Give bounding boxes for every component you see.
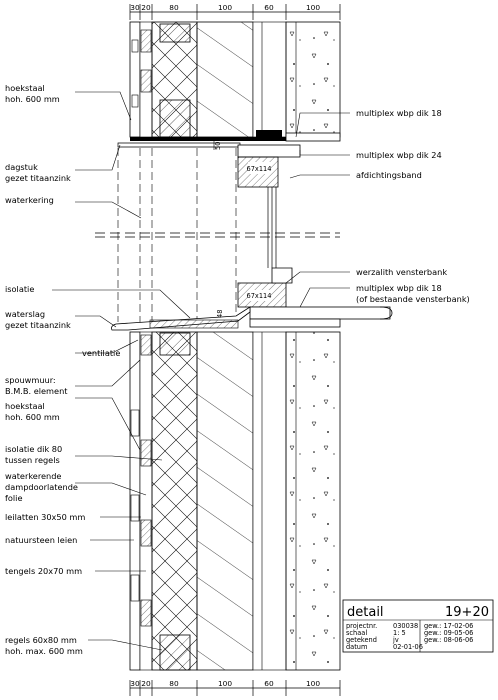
- label-dagstuk-2: gezet titaanzink: [5, 173, 71, 183]
- dim-bottom-5: 60: [264, 679, 274, 688]
- dashed-outline-upper: [118, 148, 236, 322]
- dim-bottom-3: 80: [169, 679, 179, 688]
- label-isolatie-dik-2: tussen regels: [5, 455, 60, 465]
- labels-right: [356, 108, 470, 304]
- label-dagstuk-1: dagstuk: [5, 162, 38, 172]
- label-hoekstaal-low-2: hoh. 600 mm: [5, 412, 60, 422]
- label-waterkering: waterkering: [5, 195, 54, 205]
- label-waterkerende-2: dampdoorlatende: [5, 482, 78, 492]
- label-multiplex18-low-2: (of bestaande vensterbank): [356, 294, 470, 304]
- dim-height-48: 48: [216, 309, 224, 318]
- label-hoekstaal-top-1: hoekstaal: [5, 83, 45, 93]
- timber-size-lower: 67x114: [246, 292, 272, 300]
- wall-section-upper: [118, 22, 340, 187]
- wall-section-lower: [130, 332, 340, 670]
- title-block: [343, 600, 493, 652]
- title-row-rev-2: gew.: 08-06-06: [424, 636, 474, 644]
- title-row-value-2: jv: [393, 636, 399, 644]
- label-natuursteen: natuursteen leien: [5, 535, 78, 545]
- title-row-value-0: 030038: [393, 622, 419, 630]
- dim-top-6: 100: [305, 3, 321, 12]
- dim-top-1: 30: [130, 3, 140, 12]
- labels-left: [5, 83, 120, 656]
- label-multiplex18-low-1: multiplex wbp dik 18: [356, 283, 442, 293]
- title-block-number: 19+20: [445, 605, 489, 620]
- label-regels-2: hoh. max. 600 mm: [5, 646, 83, 656]
- title-row-label-3: datum: [346, 643, 368, 651]
- label-hoekstaal-top-2: hoh. 600 mm: [5, 94, 60, 104]
- label-werzalith: werzalith vensterbank: [356, 267, 448, 277]
- dim-bottom-4: 100: [217, 679, 233, 688]
- label-spouwmuur-2: B.M.B. element: [5, 386, 68, 396]
- label-multiplex24: multiplex wbp dik 24: [356, 150, 442, 160]
- title-row-label-1: schaal: [346, 629, 368, 637]
- title-row-rev-0: gew.: 17-02-06: [424, 622, 474, 630]
- title-row-rev-1: gew.: 09-05-06: [424, 629, 474, 637]
- title-row-label-2: getekend: [346, 636, 377, 644]
- label-waterkerende-1: waterkerende: [5, 471, 62, 481]
- label-leilatten: leilatten 30x50 mm: [5, 512, 86, 522]
- title-row-value-1: 1: 5: [393, 629, 406, 637]
- dim-top-5: 60: [264, 3, 274, 12]
- glazing: [268, 187, 276, 268]
- timber-size-upper: 67x114: [246, 165, 272, 173]
- label-waterkerende-3: folie: [5, 493, 23, 503]
- title-block-title: detail: [347, 605, 384, 620]
- dim-height-50: 50: [214, 141, 222, 150]
- bottom-dimension-values: [130, 679, 320, 688]
- label-hoekstaal-low-1: hoekstaal: [5, 401, 45, 411]
- dim-top-3: 80: [169, 3, 179, 12]
- top-dimension-values: [130, 3, 320, 12]
- window-sill: [112, 268, 393, 330]
- dim-bottom-2: 20: [141, 679, 151, 688]
- break-lines: [95, 233, 340, 237]
- label-isolatie: isolatie: [5, 284, 35, 294]
- dim-top-4: 100: [217, 3, 233, 12]
- label-afdichtingsband: afdichtingsband: [356, 170, 422, 180]
- label-waterslag-2: gezet titaanzink: [5, 320, 71, 330]
- title-row-label-0: projectnr.: [346, 622, 378, 630]
- dim-top-2: 20: [141, 3, 151, 12]
- label-multiplex18-top: multiplex wbp dik 18: [356, 108, 442, 118]
- label-waterslag-1: waterslag: [5, 309, 46, 319]
- label-ventilatie: ventilatie: [82, 348, 121, 358]
- label-tengels: tengels 20x70 mm: [5, 566, 83, 576]
- dim-bottom-6: 100: [305, 679, 321, 688]
- dim-bottom-1: 30: [130, 679, 140, 688]
- label-spouwmuur-1: spouwmuur:: [5, 375, 56, 385]
- label-isolatie-dik-1: isolatie dik 80: [5, 444, 63, 454]
- label-regels-1: regels 60x80 mm: [5, 635, 77, 645]
- title-row-value-3: 02-01-06: [393, 643, 423, 651]
